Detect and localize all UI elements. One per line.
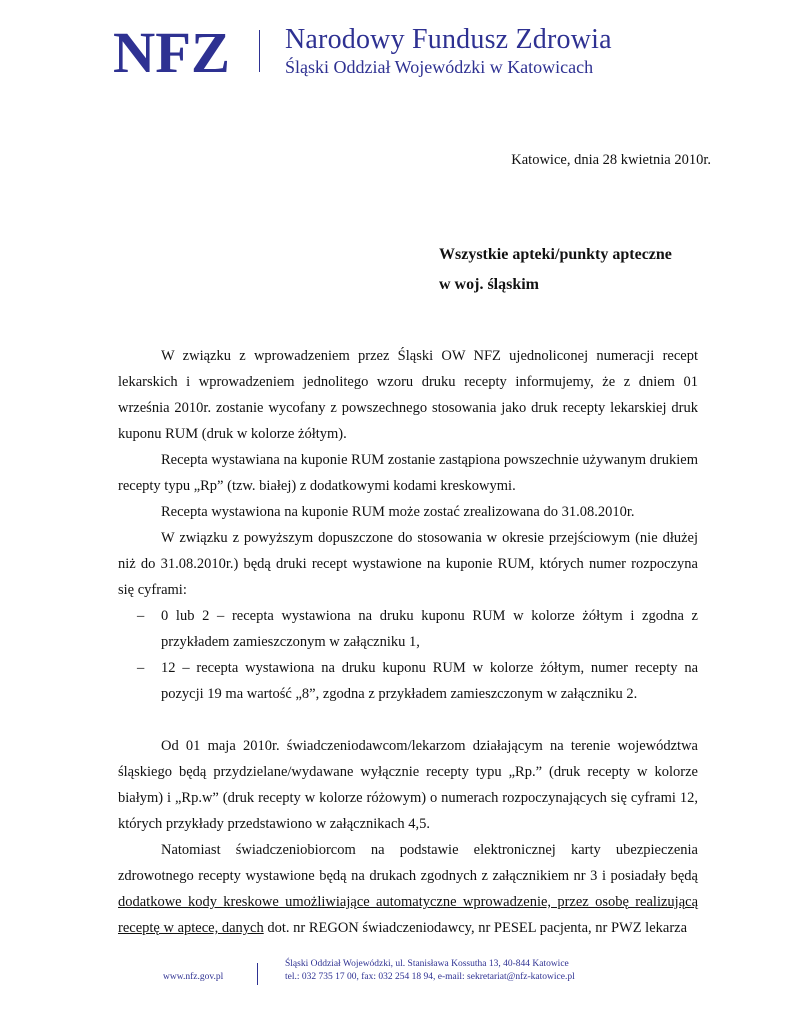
list-item-text: 0 lub 2 – recepta wystawiona na druku kuponu RUM w kolorze żółtym i zgodna z przykładem zamieszczonym w załączniku 1,	[161, 608, 698, 650]
paragraph-6-start: Natomiast świadczeniobiorcom na podstawie elektronicznej karty ubezpieczenia zdrowotnego recepty wystawione będą na drukach zgodnych z załącznikiem nr 3 i posiadały będą	[118, 842, 698, 884]
paragraph-3: Recepta wystawiona na kuponie RUM może zostać zrealizowana do 31.08.2010r.	[161, 504, 635, 520]
org-branch: Śląski Oddział Wojewódzki w Katowicach	[285, 57, 594, 77]
footer-divider	[257, 963, 258, 985]
header-divider	[259, 30, 260, 72]
letter-footer	[0, 955, 791, 995]
list-dash: –	[137, 660, 145, 676]
footer-address: Śląski Oddział Wojewódzki, ul. Stanisława Kossutha 13, 40-844 Katowice	[285, 959, 569, 969]
nfz-logo-text: NFZ	[113, 26, 230, 76]
list-item	[118, 655, 698, 707]
paragraph-2: Recepta wystawiana na kuponie RUM zostanie zastąpiona powszechnie używanym drukiem recepty typu „Rp” (tzw. białej) z dodatkowymi kodami kreskowymi.	[118, 452, 698, 494]
nfz-logo	[113, 26, 231, 76]
letterhead	[113, 26, 673, 81]
paragraph-5: Od 01 maja 2010r. świadczeniodawcom/lekarzom działającym na terenie województwa śląskiego będą przydzielane/wydawane wyłącznie recepty typu „Rp.” (druk recepty w kolorze białym) i „Rp.w” (druk recepty w kolorze różowym) o numerach rozpoczynających się cyframi 12, których przykłady przedstawiono w załącznikach 4,5.	[118, 738, 698, 832]
list-item	[118, 603, 698, 655]
paragraph-6	[118, 837, 698, 941]
paragraph-4: W związku z powyższym dopuszczone do stosowania w okresie przejściowym (nie dłużej niż do 31.08.2010r.) będą druki recept wystawione na kuponie RUM, których numer rozpoczyna się cyframi:	[118, 530, 698, 598]
addressee	[439, 240, 672, 300]
letter-body	[118, 343, 698, 941]
addressee-line-1: Wszystkie apteki/punkty apteczne	[439, 246, 672, 263]
footer-contact: tel.: 032 735 17 00, fax: 032 254 18 94, e-mail: sekretariat@nfz-katowice.pl	[285, 972, 575, 982]
org-name: Narodowy Fundusz Zdrowia	[285, 24, 612, 55]
prefix-list	[118, 603, 698, 707]
date-line: Katowice, dnia 28 kwietnia 2010r.	[511, 152, 711, 168]
list-dash: –	[137, 608, 145, 624]
paragraph-6-end: dot. nr REGON świadczeniodawcy, nr PESEL pacjenta, nr PWZ lekarza	[263, 920, 688, 936]
list-item-text: 12 – recepta wystawiona na druku kuponu RUM w kolorze żółtym, numer recepty na pozycji 19 ma wartość „8”, zgodna z przykładem zamieszczonym w załączniku 2.	[161, 660, 698, 702]
footer-website: www.nfz.gov.pl	[163, 972, 224, 982]
addressee-line-2: w woj. śląskim	[439, 276, 540, 293]
paragraph-6-underlined: dodatkowe kody kreskowe umożliwiające automatyczne wprowadzenie, przez osobę realizującą receptę w aptece, danych	[118, 894, 698, 936]
paragraph-1: W związku z wprowadzeniem przez Śląski OW NFZ ujednoliconej numeracji recept lekarskich i wprowadzeniem jednolitego wzoru druku recepty informujemy, że z dniem 01 września 2010r. zostanie wycofany z powszechnego stosowania jako druk recepty lekarskiej druk kuponu RUM (druk w kolorze żółtym).	[118, 348, 698, 442]
